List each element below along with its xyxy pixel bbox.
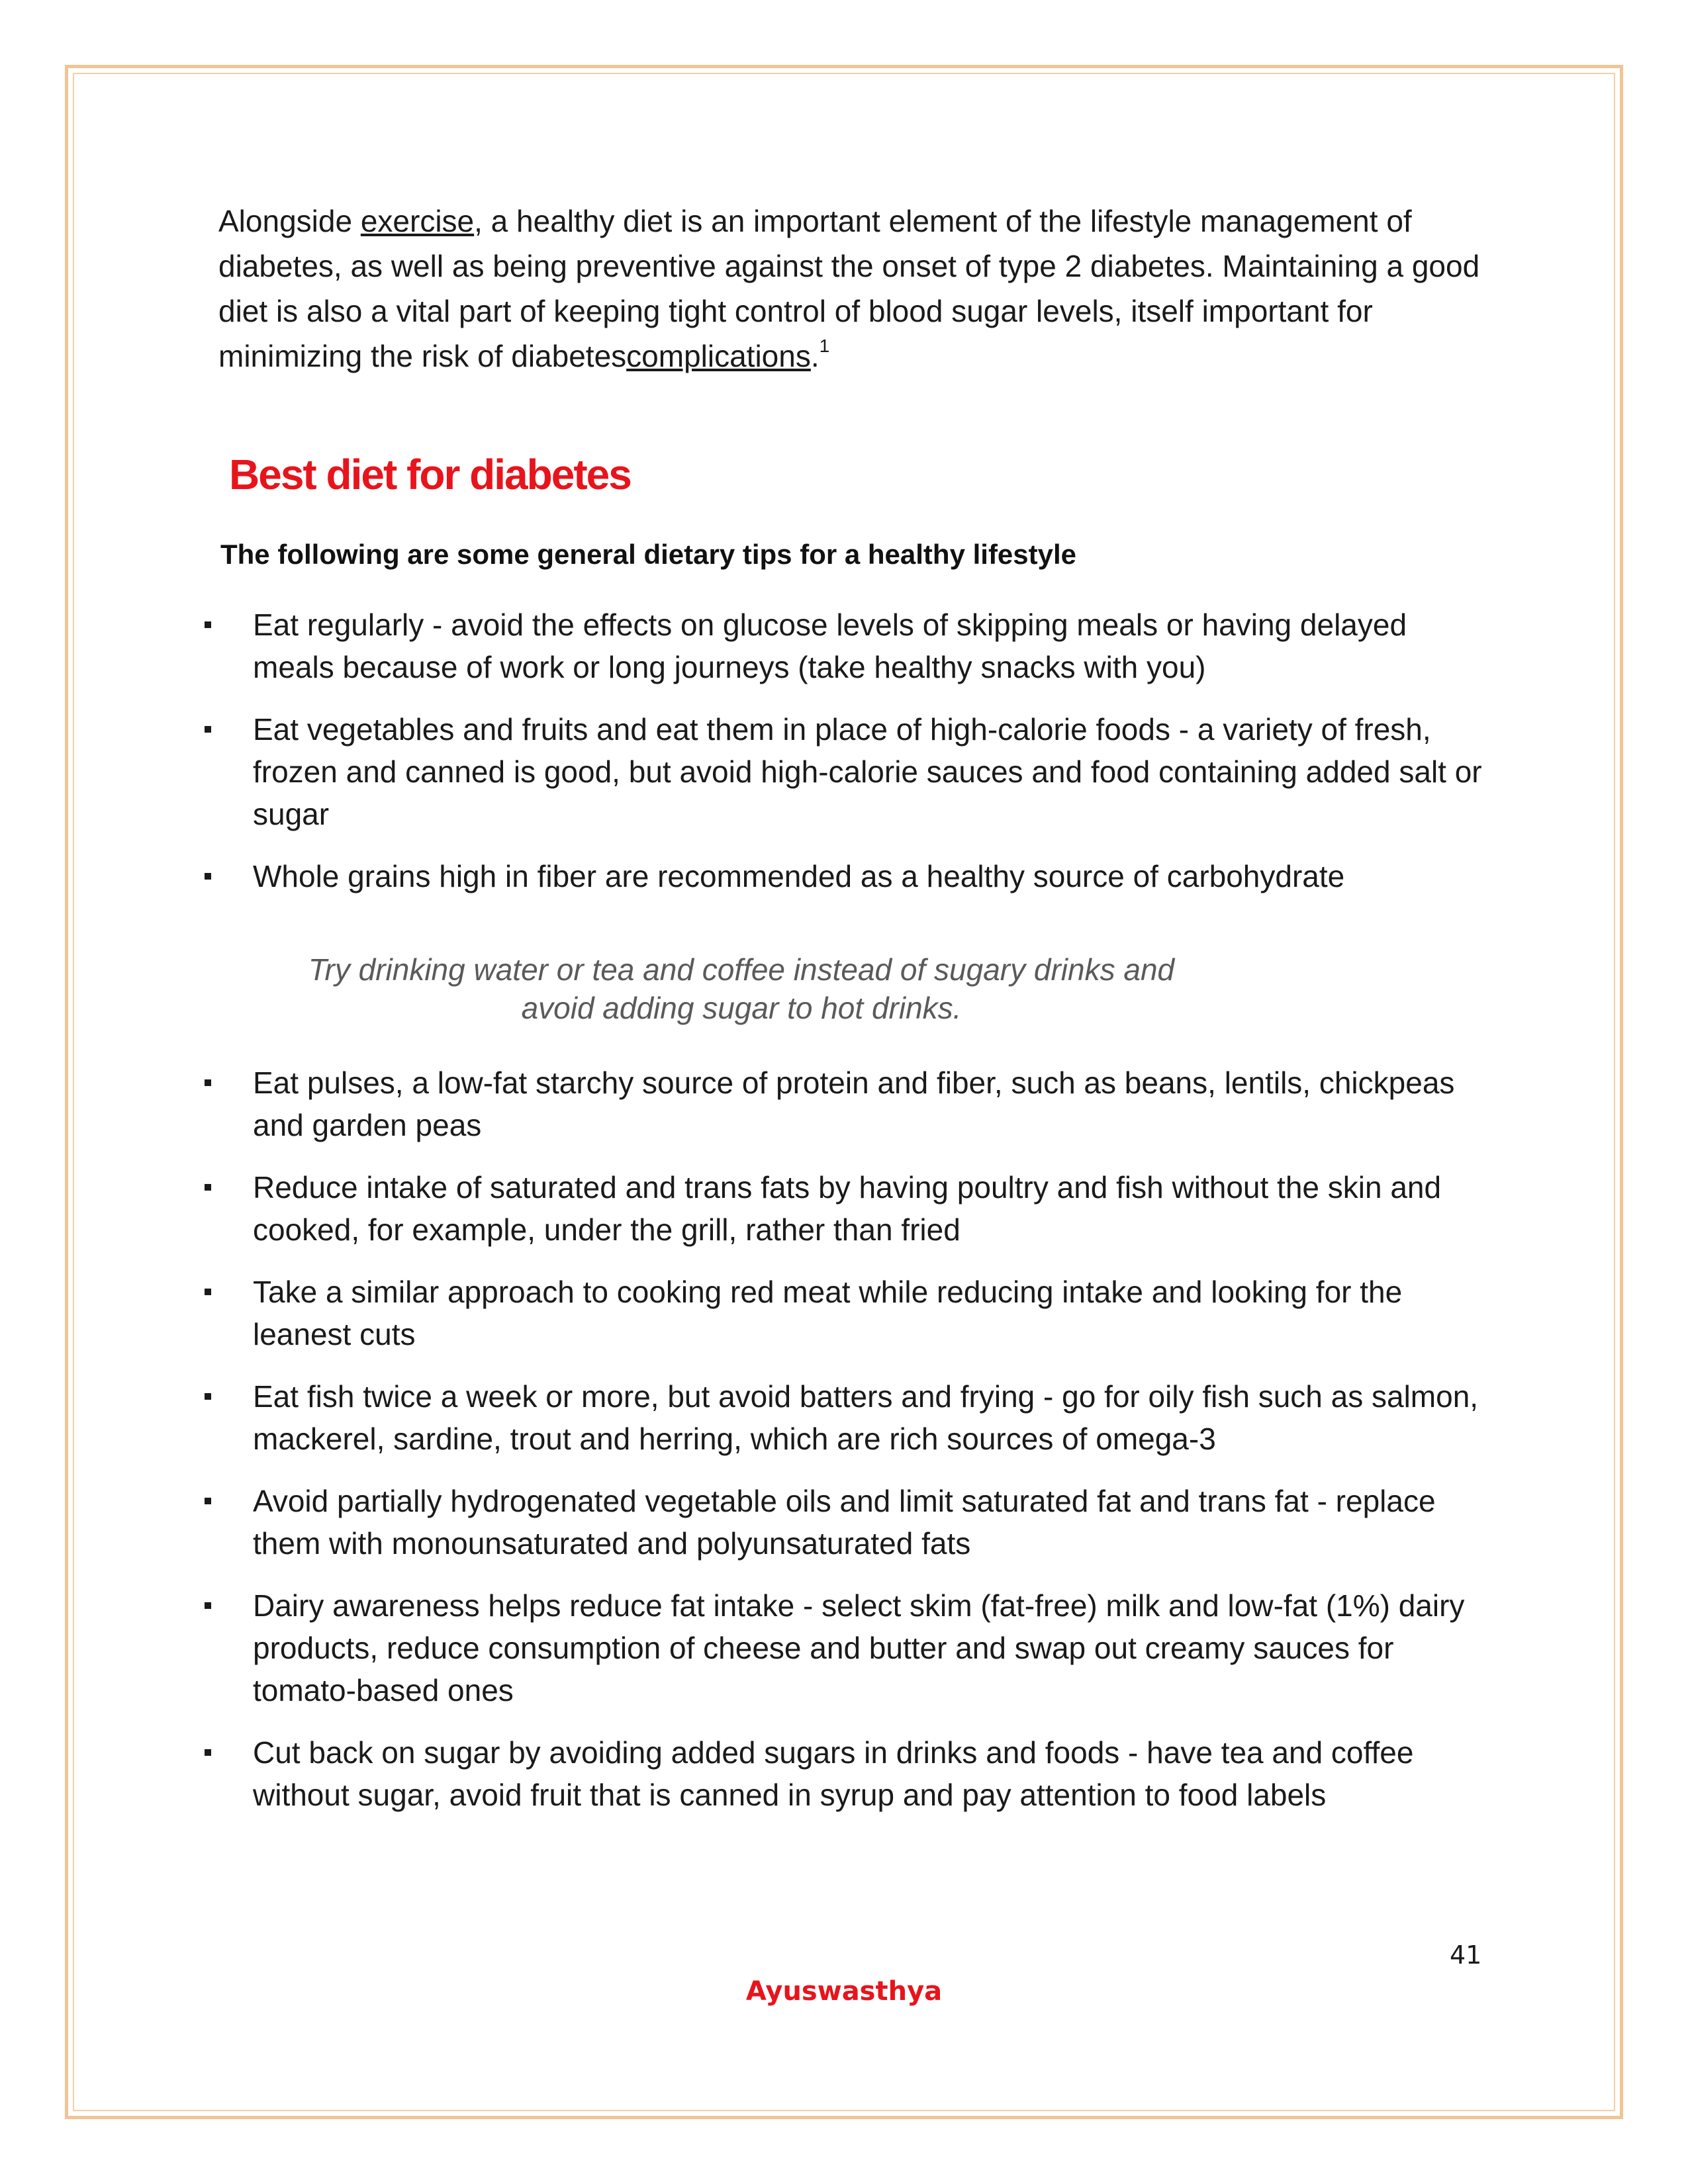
bullet-icon xyxy=(205,726,211,733)
bullet-icon xyxy=(205,1602,211,1609)
intro-text-start: Alongside xyxy=(218,204,361,238)
list-item-text: Avoid partially hydrogenated vegetable oils and limit saturated fat and trans fat - replace them with monounsaturated and polyunsaturated fats xyxy=(253,1484,1436,1561)
bullet-icon xyxy=(205,621,211,628)
list-item-text: Eat pulses, a low-fat starchy source of protein and fiber, such as beans, lentils, chickpeas and garden peas xyxy=(253,1066,1455,1142)
list-item-text: Whole grains high in fiber are recommended as a healthy source of carbohydrate xyxy=(253,859,1345,893)
list-item-text: Cut back on sugar by avoiding added sugars in drinks and foods - have tea and coffee without sugar, avoid fruit that is canned in syrup and pay attention to food labels xyxy=(253,1735,1414,1812)
bullet-icon xyxy=(205,1498,211,1504)
complications-link[interactable]: complications xyxy=(626,339,811,373)
list-item xyxy=(199,1480,1496,1565)
list-item xyxy=(199,855,1496,897)
section-heading: Best diet for diabetes xyxy=(229,451,631,498)
bullet-icon xyxy=(205,1184,211,1191)
page-number: 41 xyxy=(1450,1940,1482,1970)
tips-list-part2 xyxy=(199,1062,1496,1836)
list-item xyxy=(199,708,1496,835)
list-item xyxy=(199,1271,1496,1355)
list-item-text: Dairy awareness helps reduce fat intake - select skim (fat-free) milk and low-fat (1%) dairy products, reduce consumption of cheese and butter and swap out creamy sauces for tomato-based ones xyxy=(253,1588,1465,1707)
bullet-icon xyxy=(205,1749,211,1756)
list-item xyxy=(199,1062,1496,1146)
list-item-text: Eat vegetables and fruits and eat them in place of high-calorie foods - a variety of fresh, frozen and canned is good, but avoid high-calorie sauces and food containing added salt or sugar xyxy=(253,712,1482,831)
list-item-text: Take a similar approach to cooking red meat while reducing intake and looking for the leanest cuts xyxy=(253,1275,1403,1351)
bullet-icon xyxy=(205,1079,211,1086)
list-item xyxy=(199,1166,1496,1251)
bullet-icon xyxy=(205,1393,211,1400)
list-item xyxy=(199,1584,1496,1711)
list-item xyxy=(199,1731,1496,1816)
exercise-link[interactable]: exercise xyxy=(360,204,475,238)
list-item xyxy=(199,1375,1496,1460)
intro-paragraph xyxy=(218,199,1496,379)
list-item-text: Eat fish twice a week or more, but avoid batters and frying - go for oily fish such as salmon, mackerel, sardine, trout and herring, which are rich sources of omega-3 xyxy=(253,1379,1479,1456)
intro-text-middle: , a healthy diet is an important element of the lifestyle management of diabetes, as well as being preventive against the onset of type 2 diabetes. Maintaining a good diet is also a vital part of keeping tight control of blood sugar levels, itself important for minimizing the risk of diabetes xyxy=(218,204,1480,373)
list-item xyxy=(199,604,1496,688)
tips-list-part1 xyxy=(199,604,1496,917)
pull-quote: Try drinking water or tea and coffee instead of sugary drinks and avoid adding sugar to hot drinks. xyxy=(308,952,1175,1025)
intro-text-end: . xyxy=(810,339,820,373)
bullet-icon xyxy=(205,1289,211,1295)
list-item-text: Eat regularly - avoid the effects on glucose levels of skipping meals or having delayed meals because of work or long journeys (take healthy snacks with you) xyxy=(253,608,1407,684)
list-item-text: Reduce intake of saturated and trans fats by having poultry and fish without the skin and cooked, for example, under the grill, rather than fried xyxy=(253,1170,1442,1247)
section-subheading: The following are some general dietary tips for a healthy lifestyle xyxy=(220,539,1077,570)
footer-brand: Ayuswasthya xyxy=(745,1976,943,2007)
bullet-icon xyxy=(205,873,211,880)
footnote-marker[interactable]: 1 xyxy=(819,336,830,356)
